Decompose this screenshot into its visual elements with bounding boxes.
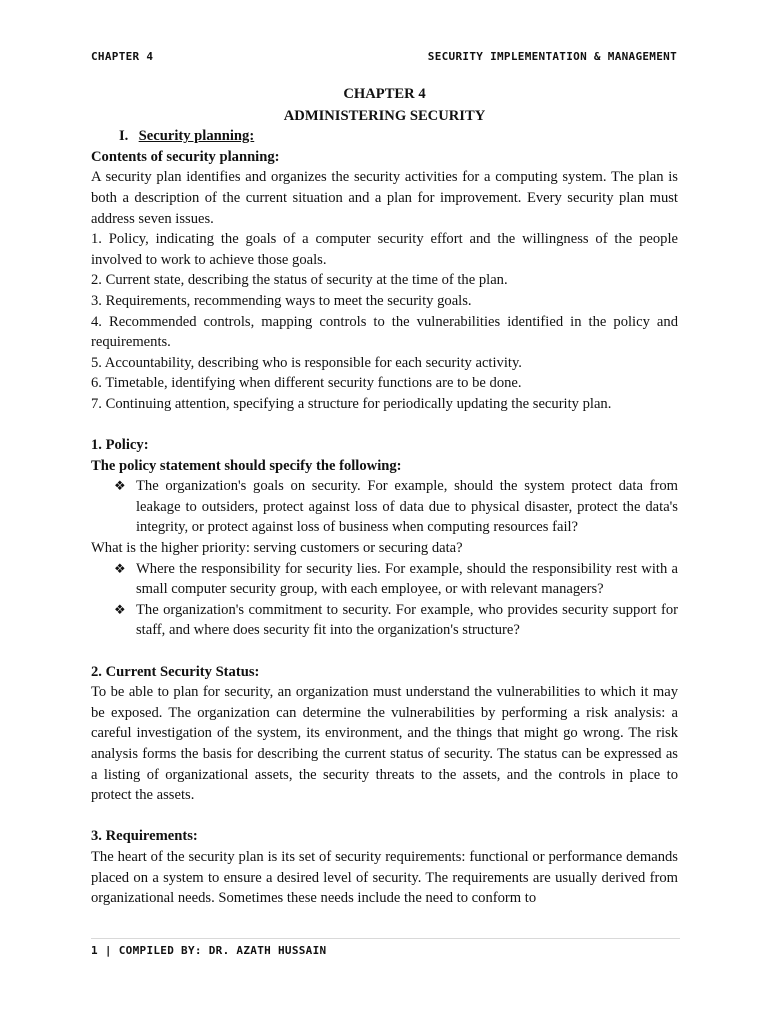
policy-bullet-commitment (91, 600, 678, 641)
requirements-body: The heart of the security plan is its set of security requirements: functional or performance demands placed on a system to ensure a desired level of security. The requirements are usually derived from organizational needs. Sometimes these needs include the need to conform to (91, 848, 678, 907)
paragraph-gap (91, 806, 678, 827)
page-number: 1 (91, 944, 98, 957)
section-title: Security planning: (138, 128, 255, 145)
issue-requirements: 3. Requirements, recommending ways to meet the security goals. (91, 292, 472, 309)
footer-rule (91, 938, 680, 939)
policy-heading: 1. Policy: (91, 437, 149, 454)
policy-bullet-responsibility (91, 559, 678, 600)
chapter-number: CHAPTER 4 (343, 86, 426, 102)
paragraph-gap (91, 415, 678, 436)
issue-current-state: 2. Current state, describing the status of security at the time of the plan. (91, 272, 508, 289)
running-header (91, 50, 677, 66)
security-plan-intro: A security plan identifies and organizes the security activities for a computing system. The plan is both a description of the current situation and a plan for improvement. Every security plan must address seven issues. (91, 169, 678, 227)
section-heading-security-planning (91, 126, 678, 147)
diamond-bullet-icon: ❖ (114, 560, 126, 576)
current-status-body: To be able to plan for security, an organization must understand the vulnerabilities to which it may be exposed. The organization can determine the vulnerabilities by performing a risk analysis: a careful investigation of the system, its environment, and the things that might go wrong. The risk analysis forms the basis for describing the current status of security. The status can be expressed as a listing of organizational assets, the security threats to the assets, and the controls in place to protect the assets. (91, 684, 678, 804)
diamond-bullet-icon: ❖ (114, 601, 126, 617)
bullet-text: Where the responsibility for security lies. For example, should the responsibility rest with a small computer security group, with each employee, or with relevant managers? (136, 560, 678, 598)
policy-bullet-list (91, 476, 678, 538)
diamond-bullet-icon: ❖ (114, 478, 126, 494)
policy-subheading: The policy statement should specify the following: (91, 457, 402, 474)
footer-separator: | (104, 944, 112, 957)
priority-question: What is the higher priority: serving customers or securing data? (91, 540, 463, 557)
header-chapter: CHAPTER 4 (91, 50, 154, 63)
policy-bullet-goals (91, 476, 678, 538)
current-status-heading: 2. Current Security Status: (91, 663, 260, 680)
issue-accountability: 5. Accountability, describing who is responsible for each security activity. (91, 354, 522, 371)
header-course-title: SECURITY IMPLEMENTATION & MANAGEMENT (427, 50, 677, 63)
compiled-by: COMPILED BY: DR. AZATH HUSSAIN (118, 944, 327, 957)
issue-recommended-controls: 4. Recommended controls, mapping controls to the vulnerabilities identified in the policy and requirements. (91, 313, 678, 351)
issue-policy: 1. Policy, indicating the goals of a computer security effort and the willingness of the people involved to work to achieve those goals. (91, 231, 678, 268)
page-footer (91, 944, 326, 957)
issue-continuing-attention: 7. Continuing attention, specifying a structure for periodically updating the security plan. (91, 395, 612, 412)
section-roman-numeral: I. (119, 128, 129, 145)
issue-timetable: 6. Timetable, identifying when different security functions are to be done. (91, 375, 522, 392)
policy-bullet-list-2 (91, 559, 678, 641)
bullet-text: The organization's commitment to security. For example, who provides security support for staff, and where does security fit into the organization's structure? (136, 601, 678, 639)
requirements-heading: 3. Requirements: (91, 828, 198, 845)
paragraph-gap (91, 641, 678, 662)
chapter-title: ADMINISTERING SECURITY (283, 107, 486, 124)
bullet-text: The organization's goals on security. For example, should the system protect data from leakage to outsiders, protect against loss of data due to physical disaster, protect the data's integrity, or protect against loss of business when computing resources fail? (136, 478, 678, 536)
page-body (91, 84, 678, 909)
contents-subheading: Contents of security planning: (91, 148, 280, 165)
